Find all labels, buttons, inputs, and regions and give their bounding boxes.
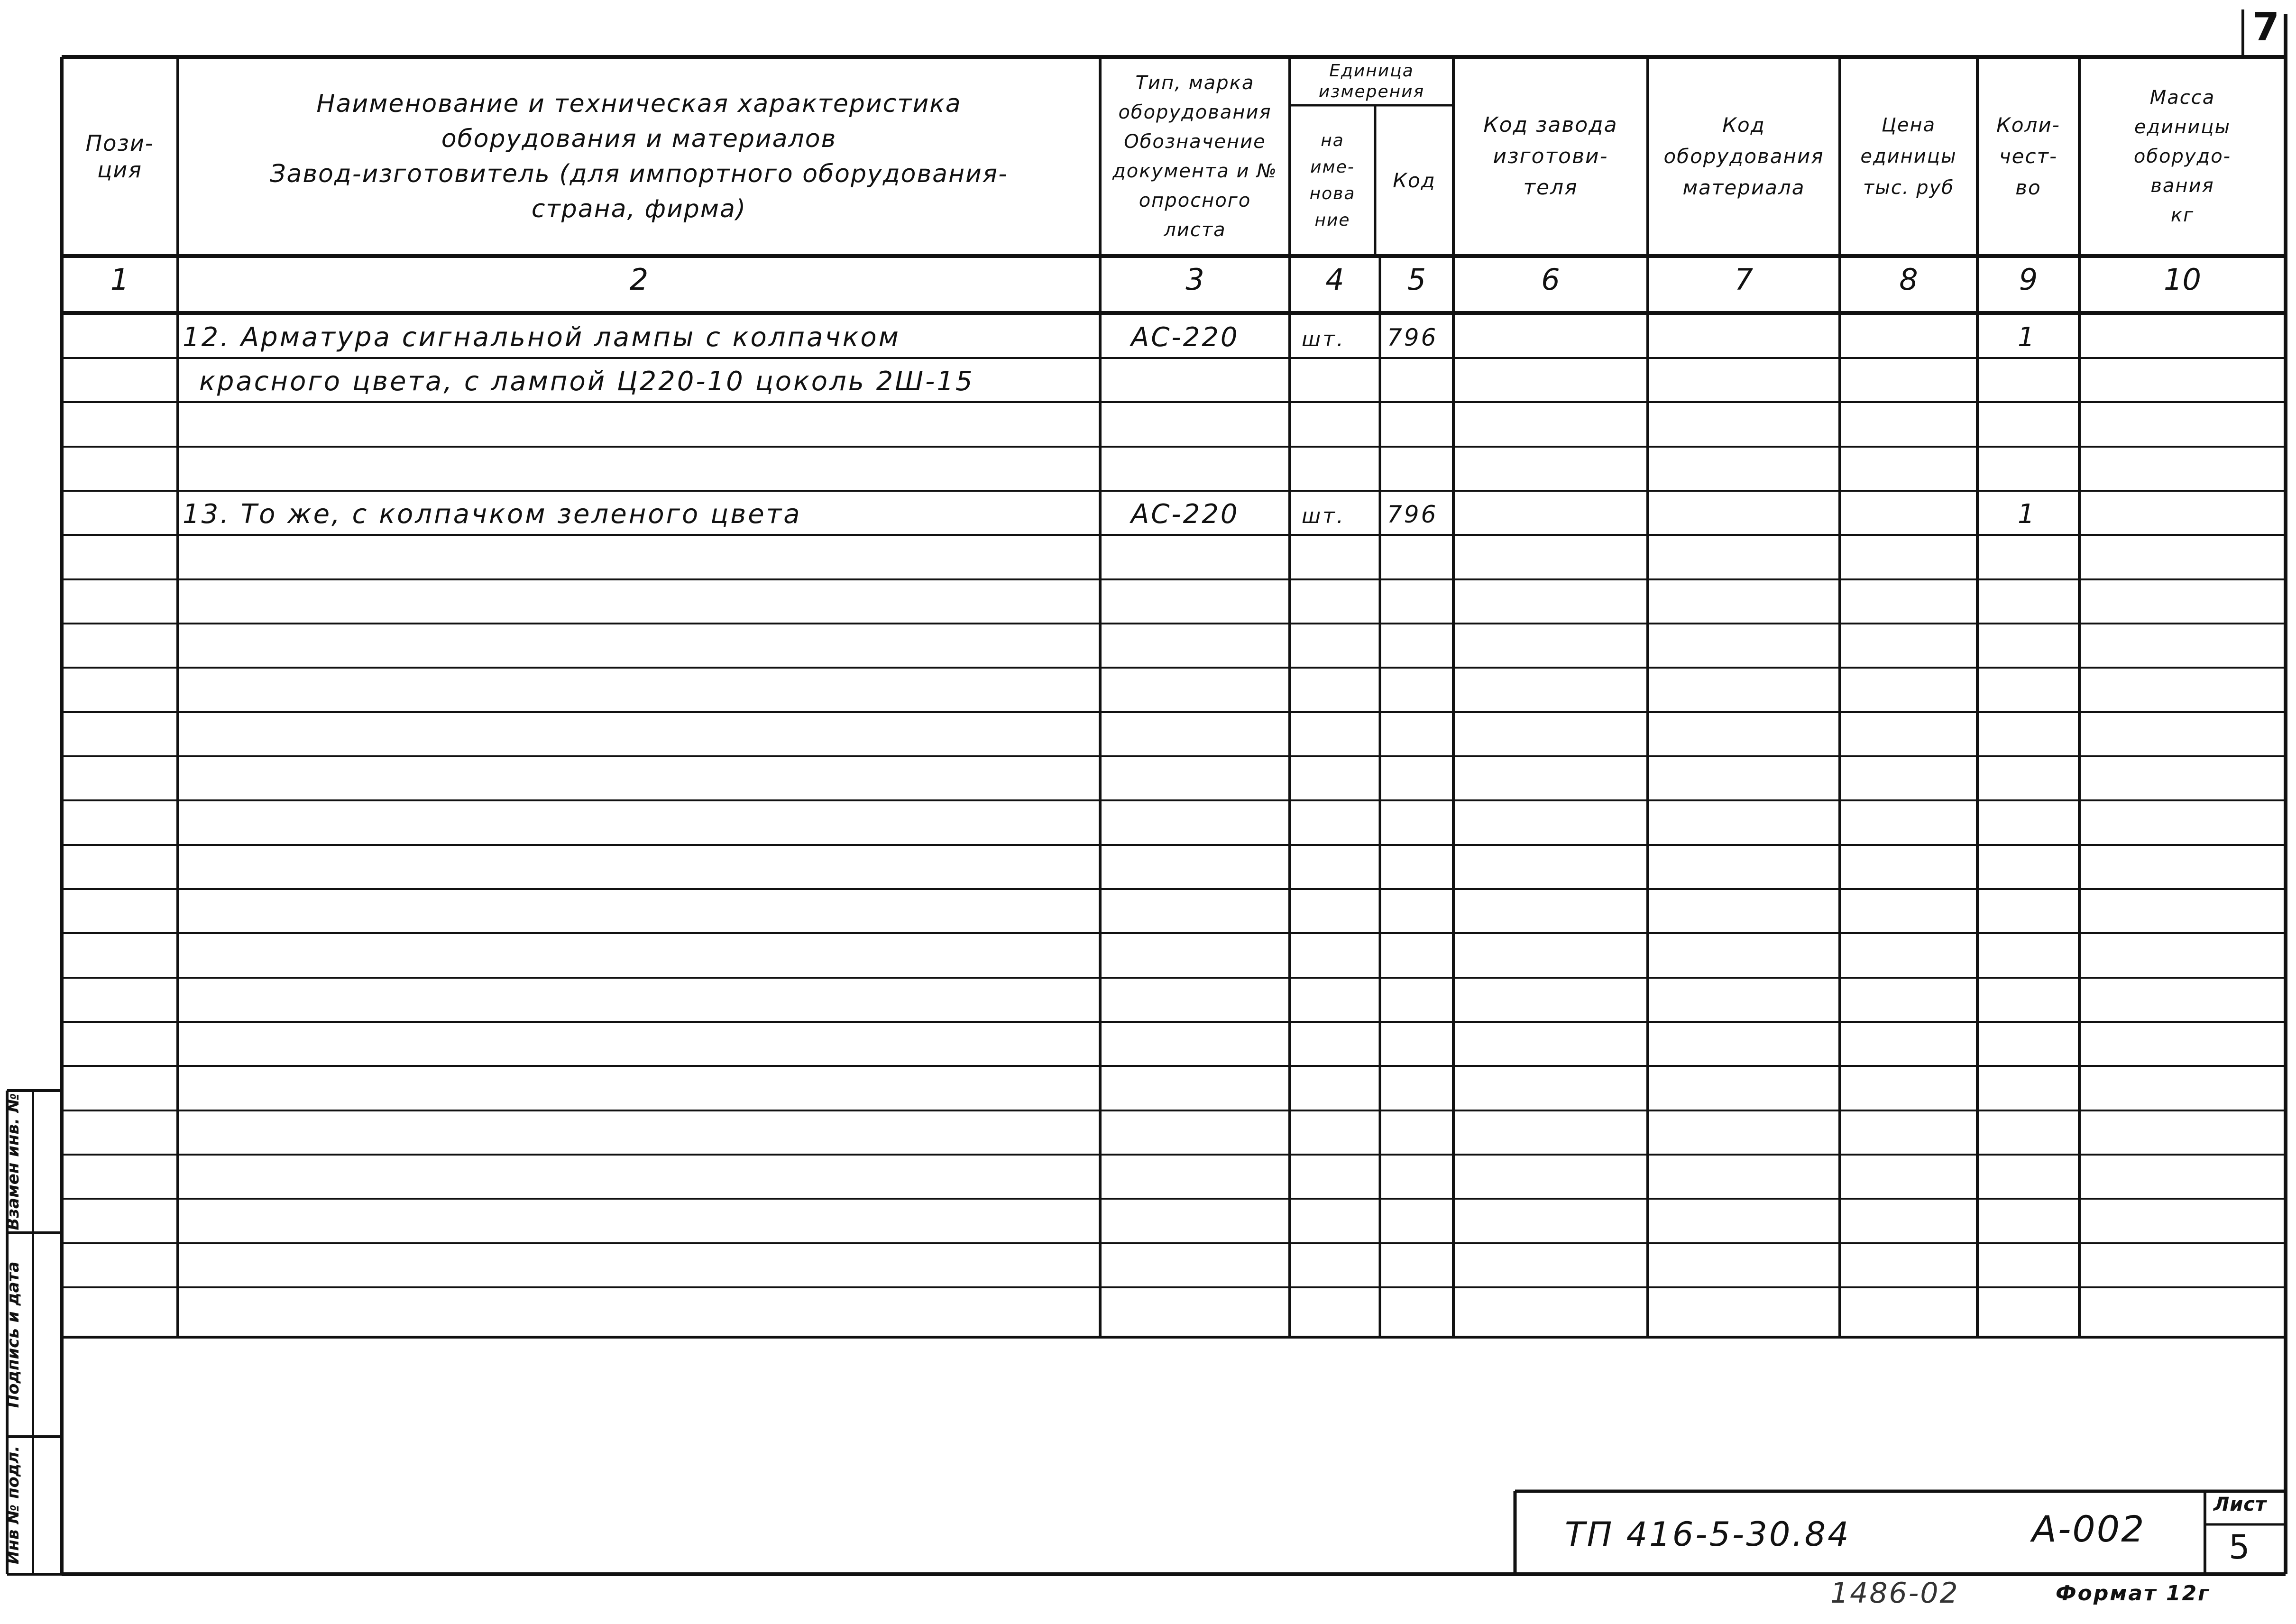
header-type: Тип, марка оборудования Обозначение документа и № опросного листа [1112,72,1277,241]
table-row-code: 796 [1387,501,1438,528]
sheet-label: Лист [2213,1494,2267,1515]
footer-number: 1486-02 [1830,1577,1959,1610]
table-row-name: красного цвета, с лампой Ц220-10 цоколь 2Ш-15 [199,366,974,397]
column-number: 1 [110,262,129,297]
column-number: 5 [1407,262,1426,297]
stamp-replaces-inventory: Взамен инв. № [4,1093,23,1230]
column-number: 4 [1325,262,1344,297]
sheet-number: 5 [2229,1528,2251,1567]
table-row-type: АС-220 [1131,499,1240,530]
header-unit-group: Единица измерения [1318,61,1425,101]
table-row-qty: 1 [2018,499,2037,530]
stamp-inventory-number: Инв № подл. [4,1445,23,1565]
header-unit-code: Код [1393,169,1436,192]
stamp-signature-date: Подпись и дата [4,1261,23,1408]
column-number: 10 [2164,262,2201,297]
column-number: 3 [1185,262,1204,297]
page-number: 7 [2252,5,2281,50]
column-number: 9 [2019,262,2038,297]
document-code: А-002 [2032,1508,2146,1550]
header-price: Цена единицы тыс. руб [1860,114,1957,199]
footer-format: Формат 12г [2056,1581,2211,1606]
header-equipment-code: Код оборудования материала [1663,113,1824,199]
table-row-name: 13. То же, с колпачком зеленого цвета [183,499,802,530]
document-number: ТП 416-5-30.84 [1565,1515,1851,1554]
header-position: Пози- ция [85,130,154,183]
header-mass: Масса единицы оборудо- вания кг [2133,87,2232,226]
column-number: 2 [629,262,649,297]
header-plant-code: Код завода изготови- теля [1483,113,1618,200]
header-name: Наименование и техническая характеристика оборудования и материалов Завод-изготовитель (для импортного оборудования- страна, фирма) [270,90,1008,223]
table-row-qty: 1 [2018,322,2037,353]
table-row-code: 796 [1387,324,1438,351]
column-number: 8 [1899,262,1918,297]
column-number: 7 [1734,262,1754,297]
column-number: 6 [1541,262,1560,297]
header-quantity: Коли- чест- во [1996,113,2060,199]
table-row-type: АС-220 [1131,322,1240,353]
header-unit-name: на име- нова ние [1309,131,1356,230]
table-row-unit: шт. [1302,327,1345,351]
table-row-unit: шт. [1302,504,1345,528]
table-row-name: 12. Арматура сигнальной лампы с колпачком [183,322,900,353]
